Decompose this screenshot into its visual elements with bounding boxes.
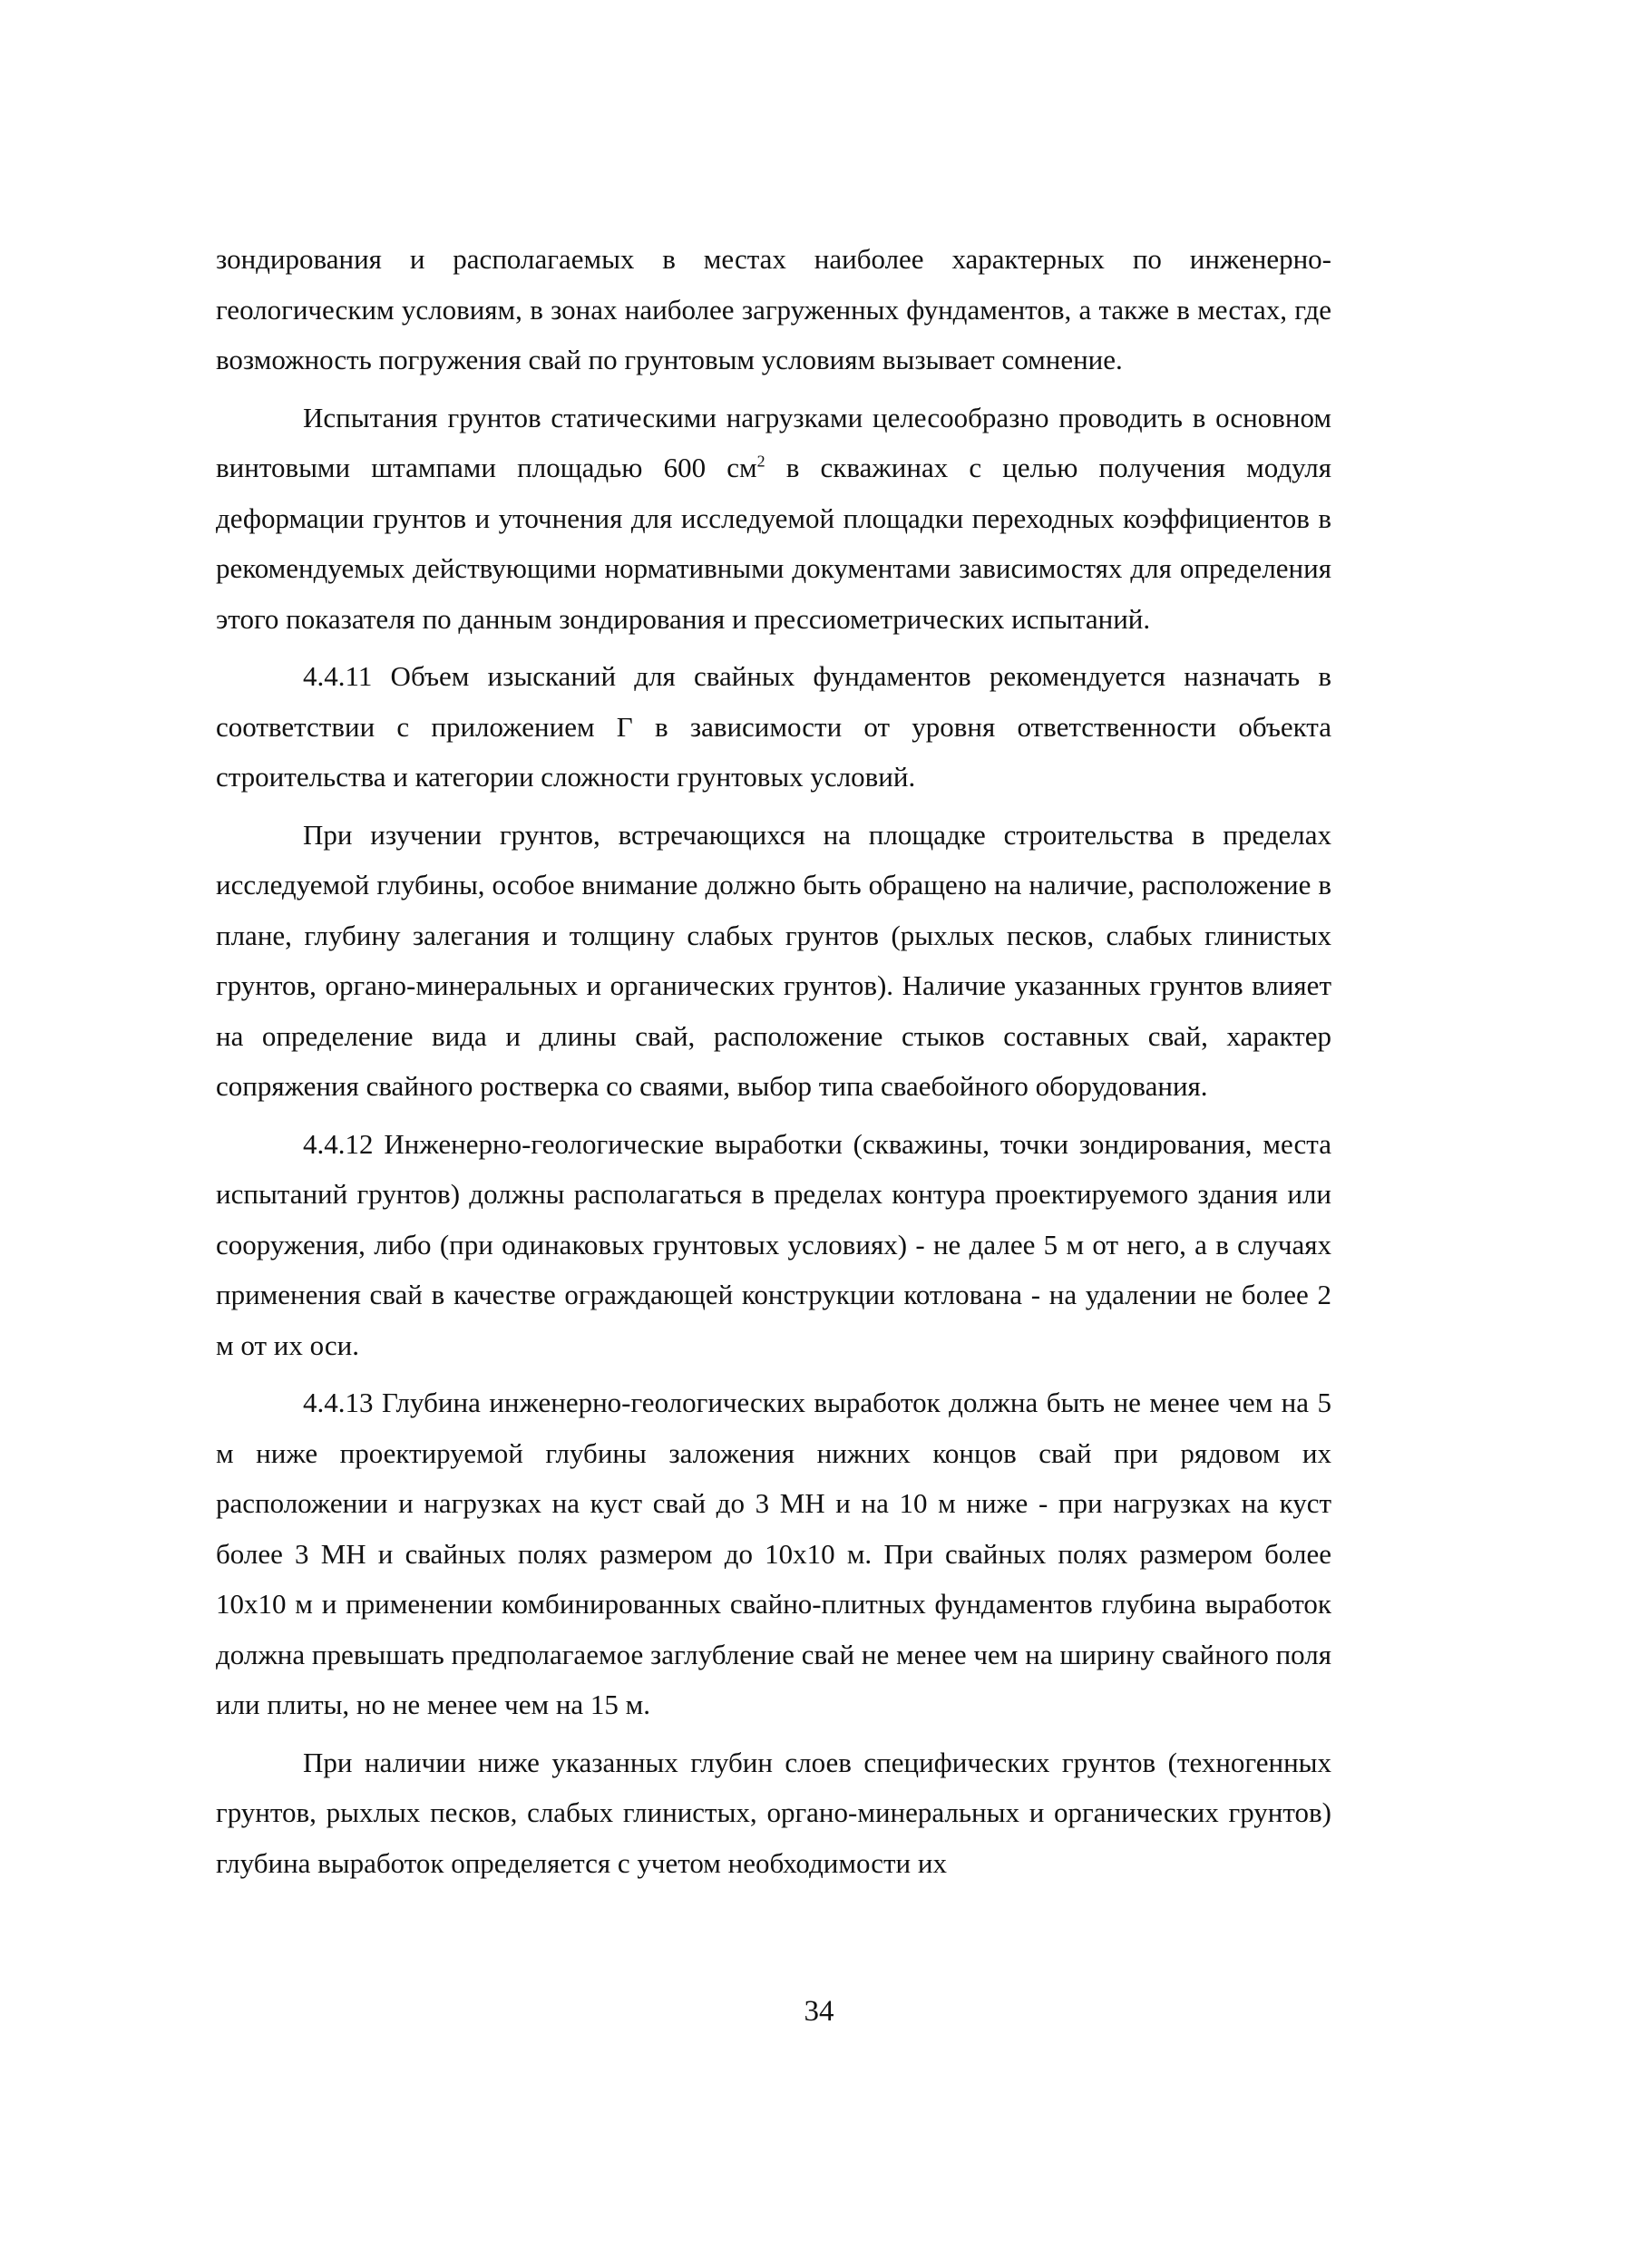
paragraph-4-4-12: 4.4.12 Инженерно-геологические выработки (скважины, точки зондирования, места испытаний грунтов) должны располагаться в пределах контура проектируемого здания или сооружения, либо (при одинаковых грунтовых условиях) - не далее 5 м от него, а в случаях применения свай в качестве ограждающей конструкции котлована - на удалении не более 2 м от их оси. <box>216 1127 1331 1361</box>
paragraph-static-tests-part-2: в скважинах с целью получения модуля деформации грунтов и уточнения для исследуемой площадки переходных коэффициентов в рекомендуемых действующими нормативными документами зависимостях для определения этого показателя по данным зондирования и прессиометрических испытаний. <box>216 452 1331 635</box>
superscript-square: 2 <box>756 452 765 471</box>
paragraph-4-4-13: 4.4.13 Глубина инженерно-геологических выработок должна быть не менее чем на 5 м ниже проектируемой глубины заложения нижних концов свай при рядовом их расположении и нагрузках на куст свай до 3 МН и на 10 м ниже - при нагрузках на куст более 3 МН и свайных полях размером до 10x10 м. При свайных полях размером более 10x10 м и применении комбинированных свайно-плитных фундаментов глубина выработок должна превышать предполагаемое заглубление свай не менее чем на ширину свайного поля или плиты, но не менее чем на 15 м. <box>216 1387 1331 1720</box>
paragraph-4-4-11: 4.4.11 Объем изысканий для свайных фундаментов рекомендуется назначать в соответствии с приложением Г в зависимости от уровня ответственности объекта строительства и категории сложности грунтовых условий. <box>216 660 1331 793</box>
paragraph-static-tests-part-1: Испытания грунтов статическими нагрузками целесообразно проводить в основном винтовыми штампами площадью 600 см <box>216 401 1331 483</box>
paragraph-specific-soils: При наличии ниже указанных глубин слоев специфических грунтов (техногенных грунтов, рыхлых песков, слабых глинистых, органо-минеральных и органических грунтов) глубина выработок определяется с учетом необходимости их <box>216 1746 1331 1879</box>
paragraph-soils-study: При изучении грунтов, встречающихся на площадке строительства в пределах исследуемой глубины, особое внимание должно быть обращено на наличие, расположение в плане, глубину залегания и толщину слабых грунтов (рыхлых песков, слабых глинистых грунтов, органо-минеральных и органических грунтов). Наличие указанных грунтов влияет на определение вида и длины свай, расположение стыков составных свай, характер сопряжения свайного ростверка со сваями, выбор типа сваебойного оборудования. <box>216 818 1331 1102</box>
body-text <box>216 234 1331 1895</box>
paragraph-continuation: зондирования и располагаемых в местах наиболее характерных по инженерно-геологическим условиям, в зонах наиболее загруженных фундаментов, а также в местах, где возможность погружения свай по грунтовым условиям вызывает сомнение. <box>216 243 1331 375</box>
page-number: 34 <box>804 1995 834 2028</box>
paragraph-static-tests <box>216 393 1331 645</box>
